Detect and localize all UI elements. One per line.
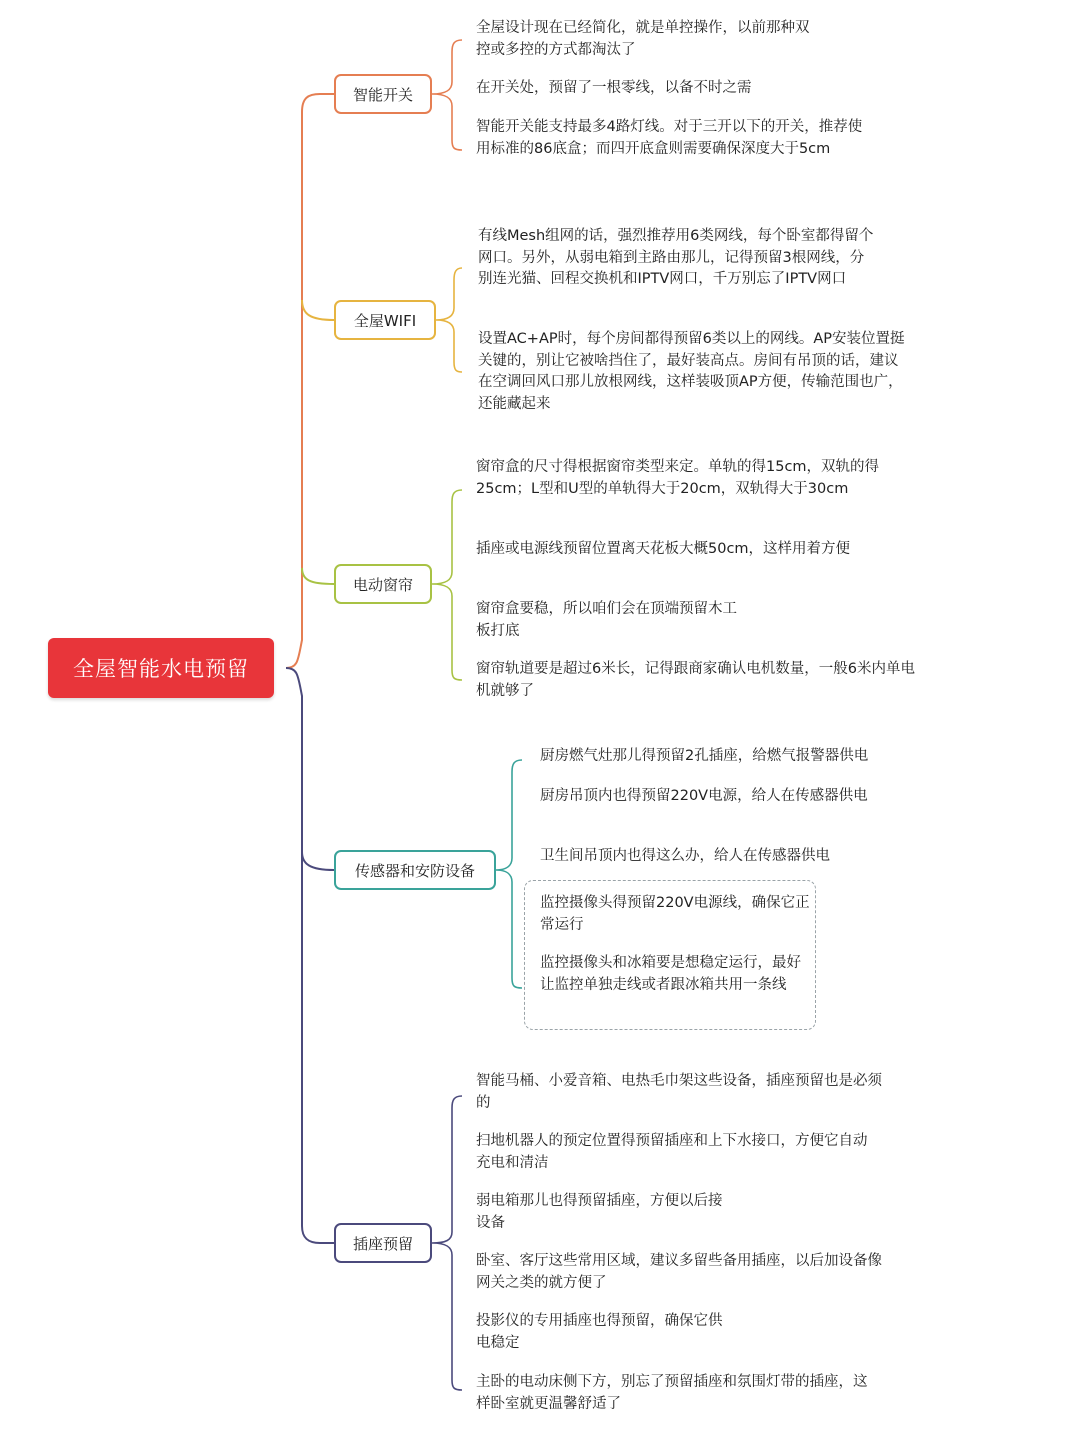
leaf-socket-3: 弱电箱那儿也得预留插座，方便以后接设备 bbox=[476, 1193, 723, 1231]
leaf-socket-4: 卧室、客厅这些常用区域，建议多留些备用插座，以后加设备像网关之类的就方便了 bbox=[476, 1253, 882, 1291]
leaf-socket-5: 投影仪的专用插座也得预留，确保它供电稳定 bbox=[476, 1313, 723, 1351]
branch-socket-reservation: 插座预留 bbox=[334, 1223, 432, 1263]
leaf-curtain-4: 窗帘轨道要是超过6米长，记得跟商家确认电机数量，一般6米内单电机就够了 bbox=[476, 661, 915, 699]
leaf-sensor-3: 卫生间吊顶内也得这么办，给人在传感器供电 bbox=[540, 848, 830, 864]
branch-electric-curtain: 电动窗帘 bbox=[334, 564, 432, 604]
brace-sensor bbox=[496, 760, 522, 988]
leaf-socket-2: 扫地机器人的预定位置得预留插座和上下水接口，方便它自动充电和清洁 bbox=[476, 1133, 868, 1171]
leaf-wifi-1: 有线Mesh组网的话，强烈推荐用6类网线，每个卧室都得留个网口。另外，从弱电箱到主路由那儿，记得预留3根网线，分别连光猫、回程交换机和IPTV网口，千万别忘了IPTV网口 bbox=[478, 228, 874, 287]
brace-curtain bbox=[432, 490, 462, 680]
connector-root-wifi bbox=[302, 300, 334, 320]
leaf-sensor-4: 监控摄像头得预留220V电源线，确保它正常运行 bbox=[540, 895, 810, 933]
leaf-wifi-2: 设置AC+AP时，每个房间都得预留6类以上的网线。AP安装位置挺关键的，别让它被啥挡住了，最好装高点。房间有吊顶的话，建议在空调回风口那儿放根网线，这样装吸顶AP方便，传输范围也广，还能藏起来 bbox=[478, 331, 905, 412]
connector-root-socket bbox=[286, 668, 334, 1243]
leaf-socket-6: 主卧的电动床侧下方，别忘了预留插座和氛围灯带的插座，这样卧室就更温馨舒适了 bbox=[476, 1374, 868, 1412]
connector-root-curtain bbox=[302, 568, 334, 584]
leaf-switch-3: 智能开关能支持最多4路灯线。对于三开以下的开关，推荐使用标准的86底盒；而四开底盒则需要确保深度大于5cm bbox=[476, 119, 863, 157]
leaf-curtain-3: 窗帘盒要稳，所以咱们会在顶端预留木工板打底 bbox=[476, 601, 737, 639]
connector-root-sensor bbox=[302, 852, 334, 870]
brace-switch bbox=[432, 40, 462, 150]
brace-wifi bbox=[436, 268, 462, 372]
branch-smart-switch: 智能开关 bbox=[334, 74, 432, 114]
brace-socket bbox=[432, 1096, 462, 1390]
leaf-curtain-1: 窗帘盒的尺寸得根据窗帘类型来定。单轨的得15cm，双轨的得25cm；L型和U型的单轨得大于20cm，双轨得大于30cm bbox=[476, 459, 880, 497]
leaf-socket-1: 智能马桶、小爱音箱、电热毛巾架这些设备，插座预留也是必须的 bbox=[476, 1073, 882, 1111]
leaf-curtain-2: 插座或电源线预留位置离天花板大概50cm，这样用着方便 bbox=[476, 541, 851, 557]
leaf-sensor-1: 厨房燃气灶那儿得预留2孔插座，给燃气报警器供电 bbox=[540, 748, 869, 764]
leaf-switch-2: 在开关处，预留了一根零线，以备不时之需 bbox=[476, 80, 752, 96]
leaf-sensor-2: 厨房吊顶内也得预留220V电源，给人在传感器供电 bbox=[540, 788, 868, 804]
leaf-sensor-5: 监控摄像头和冰箱要是想稳定运行，最好让监控单独走线或者跟冰箱共用一条线 bbox=[540, 955, 801, 993]
branch-sensors-security: 传感器和安防设备 bbox=[334, 850, 496, 890]
leaf-switch-1: 全屋设计现在已经简化，就是单控操作，以前那种双控或多控的方式都淘汰了 bbox=[476, 20, 810, 58]
root-topic: 全屋智能水电预留 bbox=[48, 638, 274, 698]
branch-whole-house-wifi: 全屋WIFI bbox=[334, 300, 436, 340]
